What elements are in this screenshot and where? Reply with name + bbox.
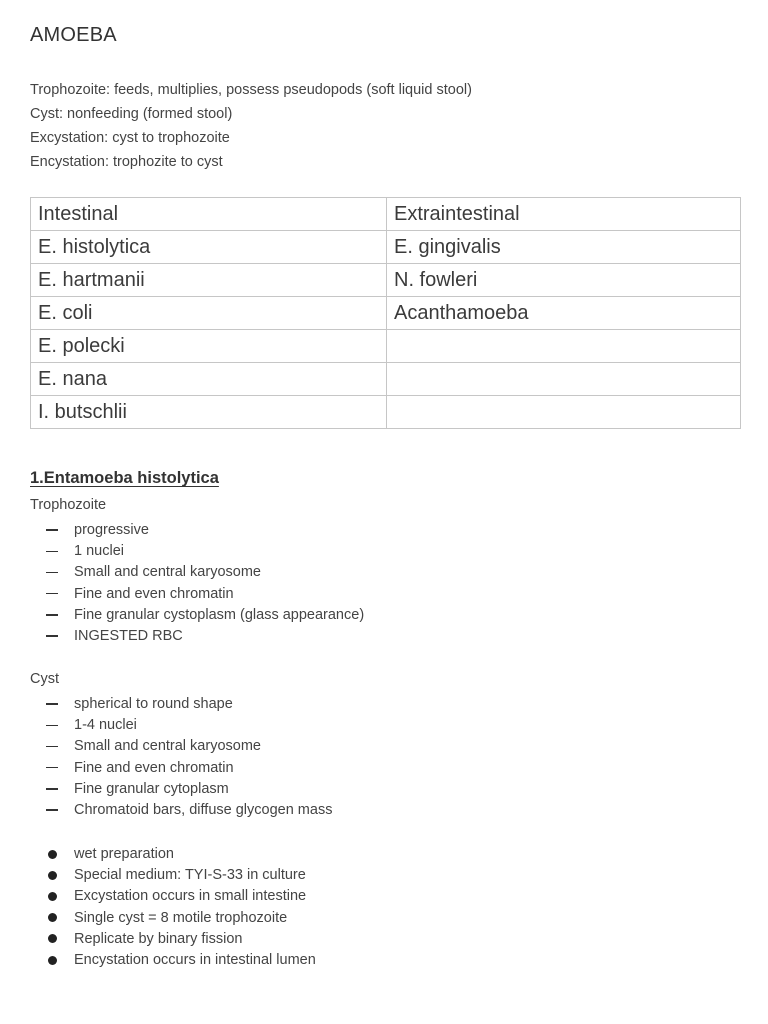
list-item — [30, 929, 316, 950]
list-item-text: wet preparation — [74, 846, 174, 862]
table-cell — [387, 363, 741, 396]
dash-bullet-icon — [42, 541, 62, 562]
list-item — [30, 715, 332, 736]
table-cell: E. polecki — [31, 330, 387, 363]
list-item-text: Excystation occurs in small intestine — [74, 888, 307, 905]
list-item-text: Fine and even chromatin — [74, 759, 234, 776]
list-item-text: INGESTED RBC — [74, 627, 183, 644]
round-bullet-icon — [42, 950, 62, 971]
list-item — [30, 844, 316, 865]
list-item — [30, 779, 332, 800]
table-row — [31, 297, 741, 330]
intro-line: Excystation: cyst to trophozoite — [30, 130, 230, 146]
table-cell: E. nana — [31, 363, 387, 396]
trophozoite-heading: Trophozoite — [30, 497, 107, 513]
table-cell: Extraintestinal — [387, 198, 741, 231]
list-item — [30, 605, 364, 626]
dash-bullet-icon — [42, 584, 62, 605]
list-item-text: Fine granular cytoplasm — [74, 780, 229, 797]
dash-bullet-icon — [42, 562, 62, 583]
dash-bullet-icon — [42, 800, 62, 821]
table-cell: I. butschlii — [31, 396, 387, 429]
list-item — [30, 886, 316, 907]
list-item — [30, 758, 332, 779]
table-cell — [387, 330, 741, 363]
amoeba-classification-table — [30, 197, 741, 429]
list-item — [30, 950, 316, 971]
list-item — [30, 541, 364, 562]
table-cell: E. histolytica — [31, 231, 387, 264]
table-cell: E. coli — [31, 297, 387, 330]
list-item-text: progressive — [74, 522, 149, 538]
list-item-text: Single cyst = 8 motile trophozoite — [74, 909, 288, 926]
table-row — [31, 264, 741, 297]
dash-bullet-icon — [42, 779, 62, 800]
list-item-text: spherical to round shape — [74, 696, 233, 712]
list-item — [30, 800, 332, 821]
table-row — [31, 198, 741, 231]
list-item — [30, 865, 316, 886]
intro-line: Cyst: nonfeeding (formed stool) — [30, 106, 233, 122]
list-item-text: Fine granular cystoplasm (glass appearance) — [74, 606, 365, 623]
list-item — [30, 562, 364, 583]
list-item — [30, 736, 332, 757]
dash-bullet-icon — [42, 736, 62, 757]
intro-line: Trophozoite: feeds, multiplies, possess pseudopods (soft liquid stool) — [30, 82, 472, 98]
round-bullet-icon — [42, 886, 62, 907]
dash-bullet-icon — [42, 626, 62, 647]
trophozoite-list — [30, 520, 364, 647]
list-item-text: Fine and even chromatin — [74, 585, 234, 602]
list-item-text: Encystation occurs in intestinal lumen — [74, 951, 316, 968]
table-cell: E. gingivalis — [387, 231, 741, 264]
list-item-text: Special medium: TYI-S-33 in culture — [74, 867, 306, 884]
intro-definitions — [30, 78, 472, 174]
list-item-text: 1-4 nuclei — [74, 717, 137, 734]
page-title: AMOEBA — [30, 24, 117, 46]
table-row — [31, 231, 741, 264]
table-cell: Acanthamoeba — [387, 297, 741, 330]
list-item — [30, 694, 332, 715]
round-bullet-icon — [42, 908, 62, 929]
table-row — [31, 330, 741, 363]
dash-bullet-icon — [42, 520, 62, 541]
notes-list — [30, 844, 316, 971]
list-item-text: 1 nuclei — [74, 543, 124, 560]
list-item — [30, 626, 364, 647]
round-bullet-icon — [42, 844, 62, 865]
cyst-heading: Cyst — [30, 671, 59, 687]
section-title: 1.Entamoeba histolytica — [30, 469, 219, 487]
dash-bullet-icon — [42, 605, 62, 626]
list-item-text: Replicate by binary fission — [74, 930, 243, 947]
table-cell: N. fowleri — [387, 264, 741, 297]
intro-line: Encystation: trophozite to cyst — [30, 154, 223, 170]
dash-bullet-icon — [42, 694, 62, 715]
list-item — [30, 520, 364, 541]
table-row — [31, 396, 741, 429]
dash-bullet-icon — [42, 715, 62, 736]
round-bullet-icon — [42, 929, 62, 950]
list-item-text: Small and central karyosome — [74, 738, 261, 755]
table-row — [31, 363, 741, 396]
list-item — [30, 908, 316, 929]
cyst-list — [30, 694, 332, 821]
table-cell — [387, 396, 741, 429]
table-cell: E. hartmanii — [31, 264, 387, 297]
dash-bullet-icon — [42, 758, 62, 779]
round-bullet-icon — [42, 865, 62, 886]
list-item-text: Chromatoid bars, diffuse glycogen mass — [74, 801, 333, 818]
list-item-text: Small and central karyosome — [74, 564, 261, 581]
table-cell: Intestinal — [31, 198, 387, 231]
list-item — [30, 584, 364, 605]
